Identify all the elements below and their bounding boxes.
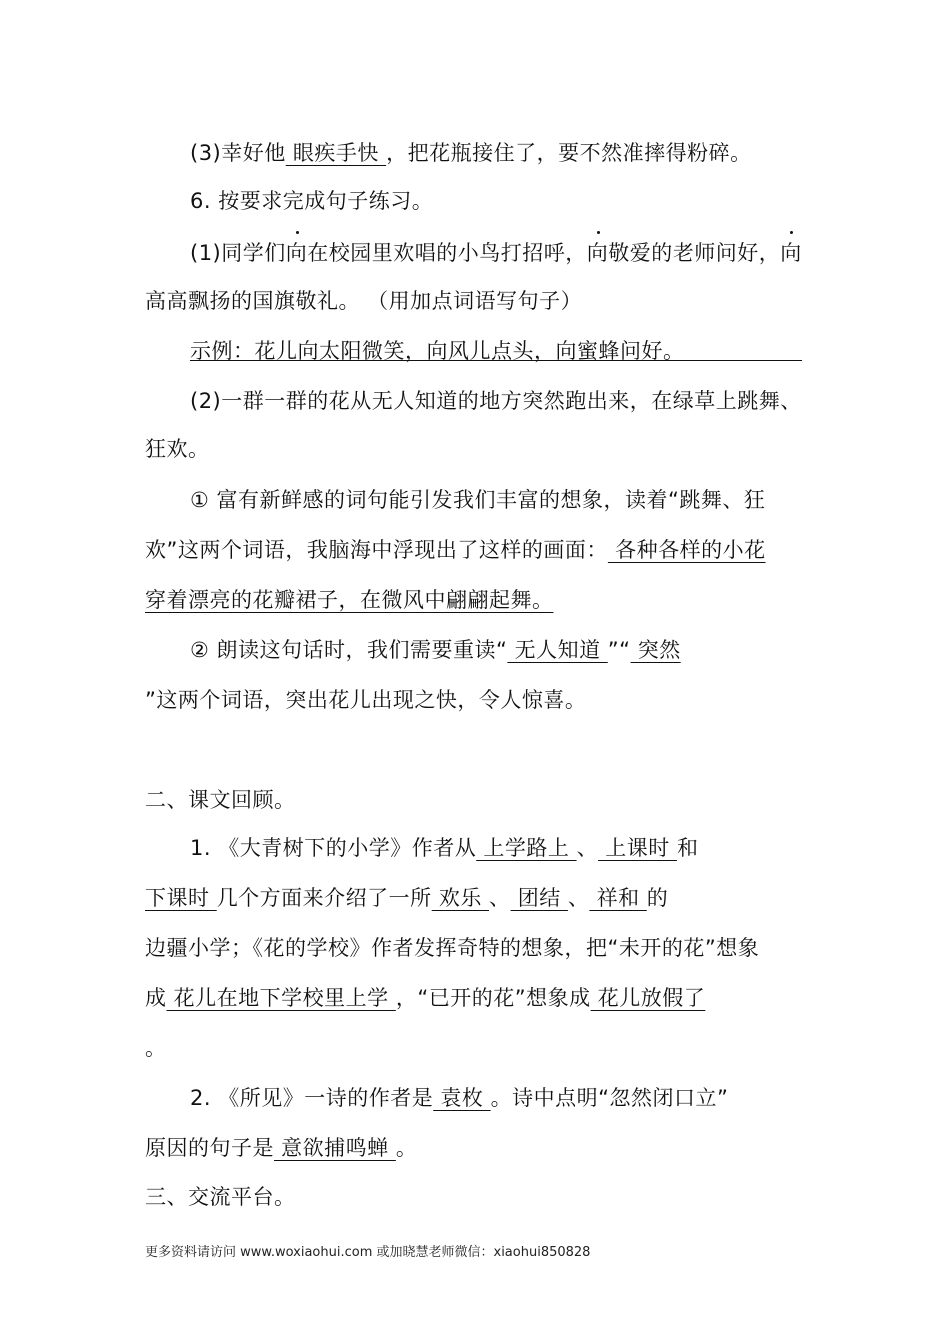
section-2-heading: 二、课文回顾。 — [145, 788, 296, 812]
line-14: 1. 《大青树下的小学》作者从 上学路上 、 上课时 和 — [190, 836, 699, 860]
dotted-word: 向 — [587, 238, 609, 268]
line-18: 。 — [145, 1036, 167, 1060]
answer-blank: 团结 — [510, 886, 568, 910]
question-6-heading: 6. 按要求完成句子练习。 — [190, 189, 434, 213]
dotted-word: 向 — [286, 238, 308, 268]
line-11: ② 朗读这句话时，我们需要重读“ 无人知道 ”“ 突然 — [190, 638, 681, 662]
line-20: 原因的句子是 意欲捕鸣蝉 。 — [145, 1136, 418, 1160]
dotted-word: 向 — [780, 238, 802, 268]
line-4: 高高飘扬的国旗敬礼。 （用加点词语写句子） — [145, 289, 583, 313]
answer-blank: 祥和 — [589, 886, 647, 910]
example-answer: 示例：花儿向太阳微笑，向风儿点头，向蜜蜂问好。 — [190, 339, 685, 363]
answer-blank: 穿着漂亮的花瓣裙子，在微风中翩翩起舞。 — [145, 588, 554, 612]
line-7: 狂欢。 — [145, 437, 210, 461]
line-10 — [145, 585, 554, 615]
line-19: 2. 《所见》一诗的作者是 袁枚 。诗中点明“忽然闭口立” — [190, 1086, 729, 1110]
footer-note: 更多资料请访问 www.woxiaohui.com 或加晓慧老师微信：xiaohui850828 — [145, 1245, 591, 1260]
line-3: (1)同学们向在校园里欢唱的小鸟打招呼，向敬爱的老师问好，向 — [190, 238, 802, 268]
answer-blank: 花儿放假了 — [590, 986, 706, 1010]
answer-blank: 上学路上 — [476, 836, 577, 860]
answer-blank: 突然 — [630, 638, 681, 662]
answer-blank: 花儿在地下学校里上学 — [166, 986, 396, 1010]
answer-blank: 意欲捕鸣蝉 — [274, 1136, 396, 1160]
line-8: ① 富有新鲜感的词句能引发我们丰富的想象，读着“跳舞、狂 — [190, 488, 766, 512]
line-9: 欢”这两个词语，我脑海中浮现出了这样的画面： 各种各样的小花 — [145, 538, 766, 562]
line-17: 成 花儿在地下学校里上学 ，“已开的花”想象成 花儿放假了 — [145, 986, 706, 1010]
answer-rule — [190, 360, 802, 361]
answer-blank: 欢乐 — [431, 886, 490, 910]
answer-blank: 眼疾手快 — [285, 141, 387, 165]
line-15: 下课时 几个方面来介绍了一所 欢乐 、 团结 、 祥和 的 — [145, 886, 669, 910]
line-1: (3)幸好他 眼疾手快 ，把花瓶接住了，要不然准摔得粉碎。 — [190, 141, 752, 165]
answer-blank: 上课时 — [598, 836, 677, 860]
answer-blank: 各种各样的小花 — [607, 538, 766, 562]
line-12: ”这两个词语，突出花儿出现之快，令人惊喜。 — [145, 688, 587, 712]
line-16: 边疆小学；《花的学校》作者发挥奇特的想象，把“未开的花”想象 — [145, 936, 760, 960]
answer-blank: 下课时 — [145, 886, 217, 910]
answer-blank: 袁枚 — [433, 1086, 491, 1110]
section-3-heading: 三、交流平台。 — [145, 1185, 296, 1209]
line-6: (2)一群一群的花从无人知道的地方突然跑出来，在绿草上跳舞、 — [190, 389, 802, 413]
answer-blank: 无人知道 — [507, 638, 608, 662]
